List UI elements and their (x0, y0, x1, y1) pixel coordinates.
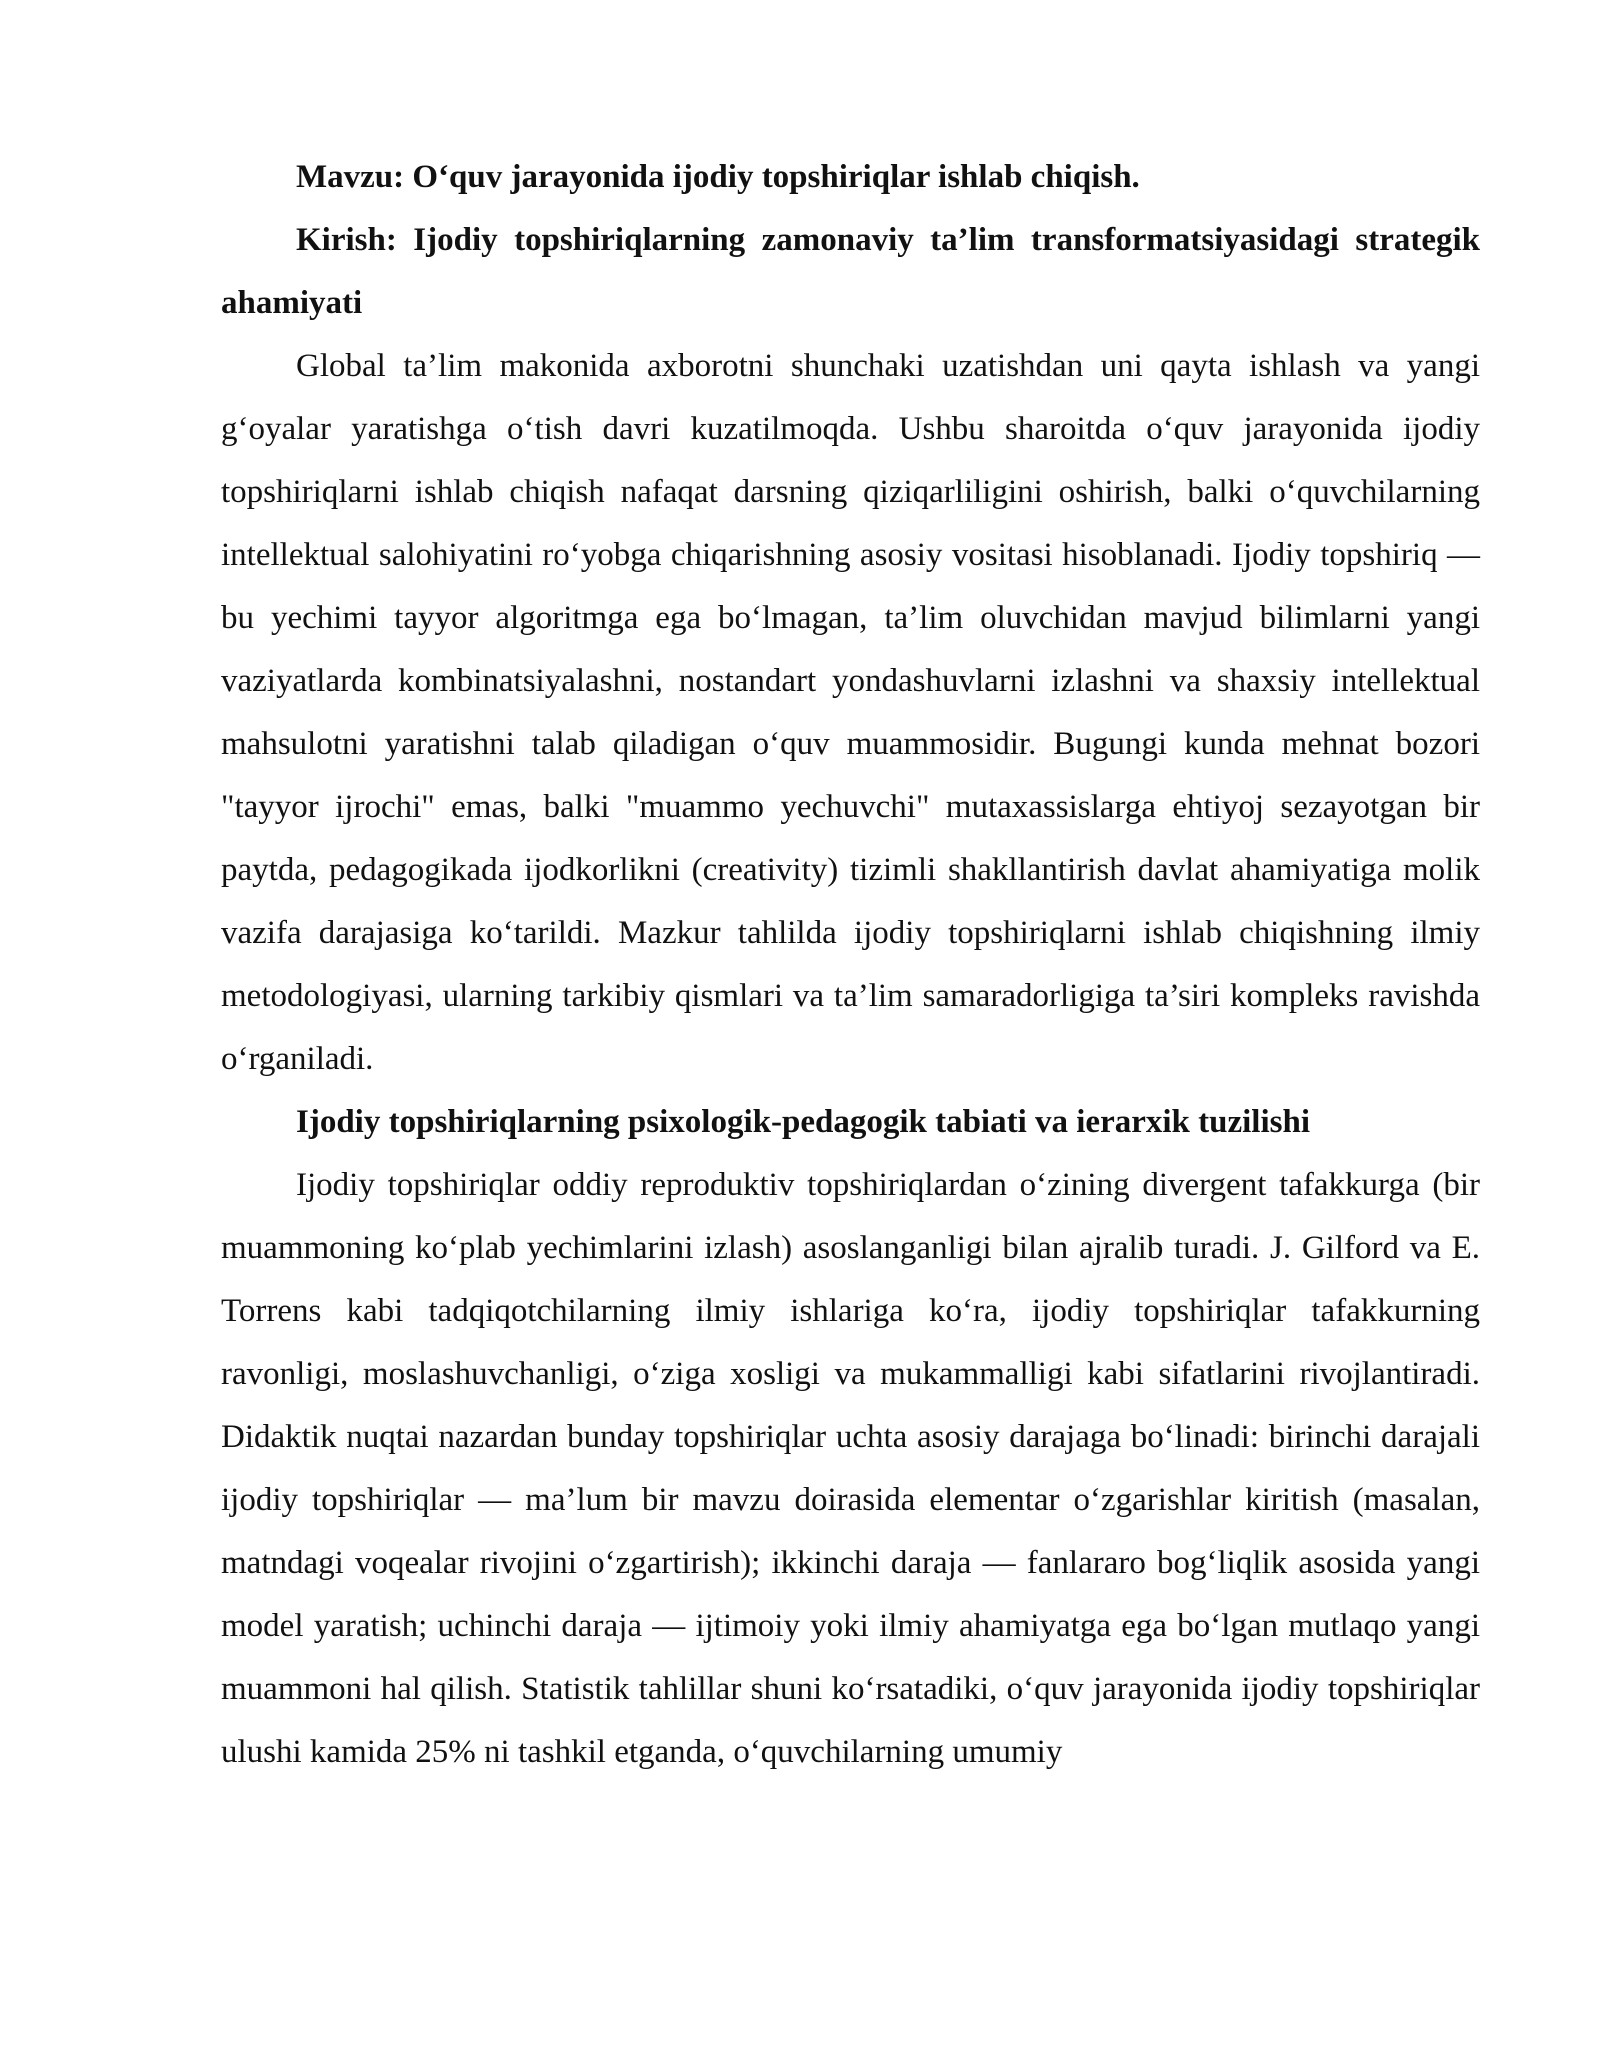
document-page (221, 146, 1480, 1784)
document-title: Mavzu: O‘quv jarayonida ijodiy topshiriqlar ishlab chiqish. (296, 159, 1140, 195)
section-heading: Ijodiy topshiriqlarning psixologik-pedagogik tabiati va ierarxik tuzilishi (296, 1104, 1310, 1140)
intro-heading: Kirish: Ijodiy topshiriqlarning zamonaviy ta’lim transformatsiyasidagi strategik ahamiyati (221, 222, 1480, 321)
intro-paragraph: Global ta’lim makonida axborotni shunchaki uzatishdan uni qayta ishlash va yangi g‘oyalar yaratishga o‘tish davri kuzatilmoqda. Ushbu sharoitda o‘quv jarayonida ijodiy topshiriqlarni ishlab chiqish nafaqat darsning qiziqarliligini oshirish, balki o‘quvchilarning intellektual salohiyatini ro‘yobga chiqarishning asosiy vositasi hisoblanadi. Ijodiy topshiriq — bu yechimi tayyor algoritmga ega bo‘lmagan, ta’lim oluvchidan mavjud bilimlarni yangi vaziyatlarda kombinatsiyalashni, nostandart yondashuvlarni izlashni va shaxsiy intellektual mahsulotni yaratishni talab qiladigan o‘quv muammosidir. Bugungi kunda mehnat bozori "tayyor ijrochi" emas, balki "muammo yechuvchi" mutaxassislarga ehtiyoj sezayotgan bir paytda, pedagogikada ijodkorlikni (creativity) tizimli shakllantirish davlat ahamiyatiga molik vazifa darajasiga ko‘tarildi. Mazkur tahlilda ijodiy topshiriqlarni ishlab chiqishning ilmiy metodologiyasi, ularning tarkibiy qismlari va ta’lim samaradorligiga ta’siri kompleks ravishda o‘rganiladi. (221, 348, 1480, 1077)
section-paragraph: Ijodiy topshiriqlar oddiy reproduktiv topshiriqlardan o‘zining divergent tafakkurga (bir muammoning ko‘plab yechimlarini izlash) asoslanganligi bilan ajralib turadi. J. Gilford va E. Torrens kabi tadqiqotchilarning ilmiy ishlariga ko‘ra, ijodiy topshiriqlar tafakkurning ravonligi, moslashuvchanligi, o‘ziga xosligi va mukammalligi kabi sifatlarini rivojlantiradi. Didaktik nuqtai nazardan bunday topshiriqlar uchta asosiy darajaga bo‘linadi: birinchi darajali ijodiy topshiriqlar — ma’lum bir mavzu doirasida elementar o‘zgarishlar kiritish (masalan, matndagi voqealar rivojini o‘zgartirish); ikkinchi daraja — fanlararo bog‘liqlik asosida yangi model yaratish; uchinchi daraja — ijtimoiy yoki ilmiy ahamiyatga ega bo‘lgan mutlaqo yangi muammoni hal qilish. Statistik tahlillar shuni ko‘rsatadiki, o‘quv jarayonida ijodiy topshiriqlar ulushi kamida 25% ni tashkil etganda, o‘quvchilarning umumiy (221, 1167, 1480, 1770)
